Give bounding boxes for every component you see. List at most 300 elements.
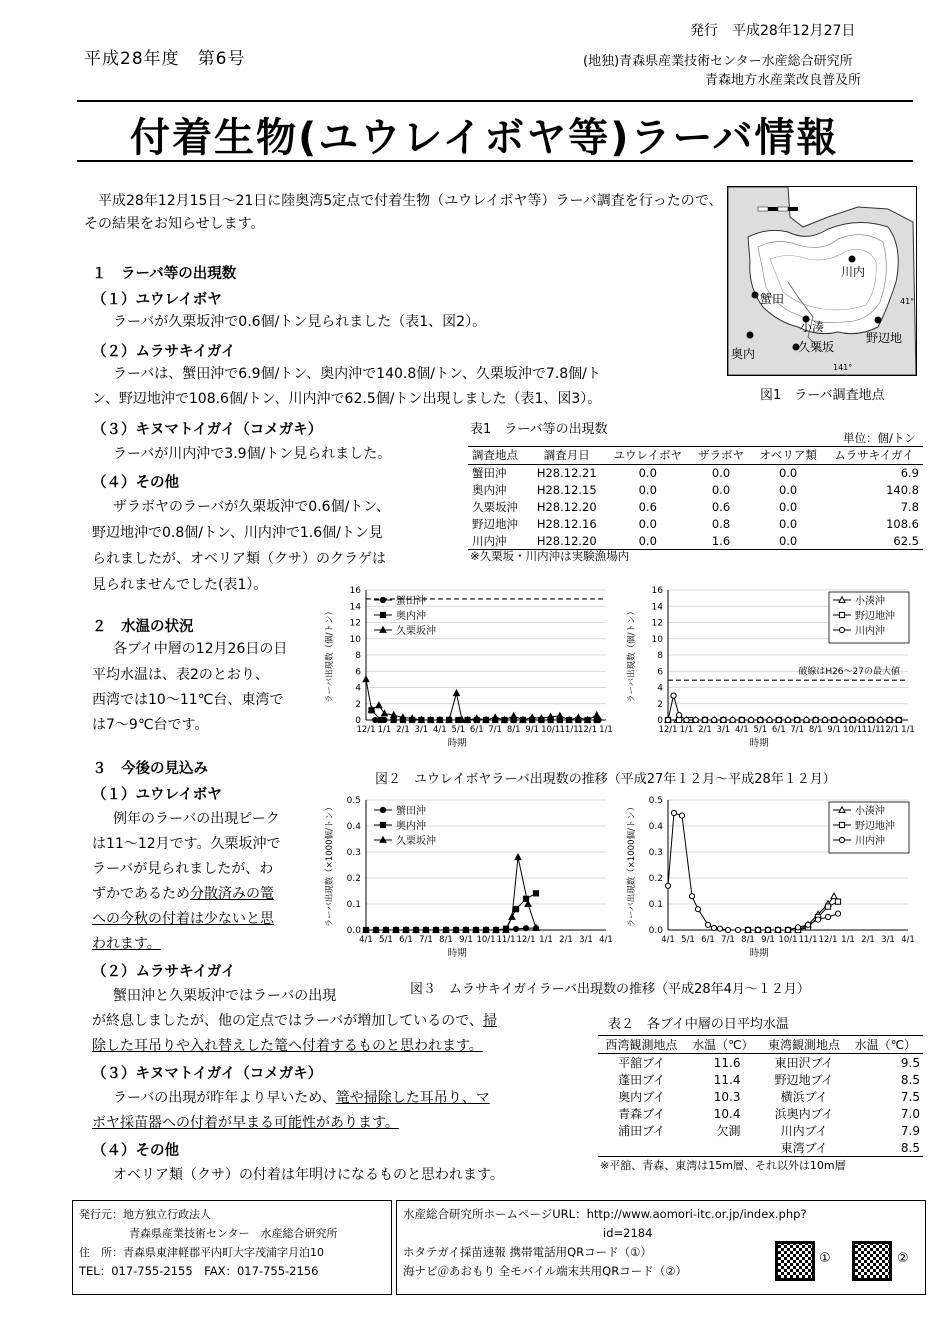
section3-sub1-line4 — [92, 883, 274, 906]
chart-point — [775, 927, 780, 932]
table2-cell: 青森ブイ — [618, 1107, 666, 1121]
table1-header: 調査月日 — [529, 447, 605, 464]
table1-cell: 7.8 — [900, 499, 919, 514]
x-tick-label: 12/1 — [818, 935, 838, 945]
chart-point — [378, 717, 383, 722]
section1-sub2-text-b: ン、野辺地沖で108.6個/トン、川内沖で62.5個/トン出現しました（表1、図3）。 — [92, 391, 602, 407]
x-tick-label: 3/1 — [716, 725, 731, 735]
chart-point — [557, 713, 563, 719]
chart-point — [721, 717, 726, 722]
table2-cell: 8.5 — [900, 1140, 920, 1155]
x-tick-label: 4/1 — [433, 725, 447, 735]
chart-point — [765, 927, 770, 932]
chart-point — [376, 702, 382, 708]
y-tick-label: 0 — [657, 716, 663, 726]
footer-address: 住 所：青森県東津軽郡平内町大字茂浦字月泊10 — [79, 1246, 324, 1259]
table1-cell: 0.0 — [778, 533, 798, 548]
chart-point — [705, 922, 710, 927]
table2-cell: 10.3 — [713, 1089, 741, 1104]
legend-label: 小湊沖 — [855, 596, 885, 607]
table1-row — [468, 481, 923, 498]
x-tick-label: 11/1 — [559, 725, 579, 735]
chart-point — [717, 926, 722, 931]
section3-sub2-line2b: 掃 — [483, 1013, 498, 1029]
chart-point — [523, 926, 528, 931]
table1-cell: 0.0 — [638, 482, 657, 497]
chart-point — [887, 717, 892, 722]
y-tick-label: 0.1 — [346, 900, 361, 910]
table1-caption: 表1 ラーバ等の出現数 — [470, 422, 608, 437]
map-label-kawauchi: 川内 — [841, 265, 866, 279]
y-tick-label: 0.0 — [648, 926, 663, 936]
x-tick-label: 4/1 — [661, 935, 675, 945]
table2-cell: 8.5 — [900, 1072, 920, 1087]
chart-point — [711, 925, 716, 930]
section3-sub2-title: （２）ムラサキイガイ — [92, 964, 236, 980]
fig3-caption: 図３ ムラサキイガイラーバ出現数の推移（平成28年4月～１２月） — [410, 982, 810, 997]
table2-cell — [598, 1139, 685, 1156]
table1-row — [468, 515, 923, 532]
title-rule-top — [77, 100, 913, 102]
x-tick-label: 8/1 — [439, 935, 453, 945]
section3-sub2-line1: 蟹田沖と久栗坂沖ではラーバの出現 — [113, 988, 337, 1004]
x-tick-label: 9/1 — [525, 725, 539, 735]
y-tick-label: 4 — [355, 683, 361, 694]
section3-sub2-line2a: が終息しましたが、他の定点ではラーバが増加しているので、 — [92, 1013, 484, 1029]
table2-header: 水温（℃） — [848, 1036, 923, 1054]
x-tick-label: 5/1 — [753, 725, 768, 735]
table1-cell: 野辺地沖 — [472, 516, 518, 531]
section3-sub4-text: オベリア類（クサ）の付着は年明けになるものと思われます。 — [113, 1167, 504, 1183]
table1-cell: 0.0 — [638, 533, 657, 548]
legend-label: 久栗坂沖 — [396, 836, 436, 847]
x-tick-label: 9/1 — [827, 725, 841, 735]
chart-point — [671, 693, 676, 698]
table1-cell: 1.6 — [711, 533, 731, 548]
x-tick-label: 2/1 — [559, 935, 573, 945]
x-tick-label: 7/1 — [419, 935, 433, 945]
survey-map — [727, 186, 917, 376]
x-tick-label: 1/1 — [599, 725, 613, 735]
section1-sub4-line4: 見られませんでした(表1）。 — [92, 577, 268, 593]
x-tick-label: 2/1 — [698, 725, 712, 735]
organization-2: 青森地方水産業改良普及所 — [705, 73, 862, 88]
chart-point — [859, 717, 864, 722]
chart-point — [850, 717, 855, 722]
section1-sub4-line1: ザラボヤのラーバが久栗坂沖で0.6個/トン、 — [113, 499, 391, 515]
table2-row — [598, 1139, 923, 1156]
x-tick-label: 12/1 — [577, 725, 598, 735]
legend-label: 川内沖 — [855, 626, 885, 637]
table2-note: ※平舘、青森、東湾は15m層、それ以外は10m層 — [600, 1159, 846, 1172]
table1-cell: H28.12.16 — [536, 516, 597, 531]
section3-sub1-line4b: 分散済みの篭 — [190, 886, 274, 902]
chart-point — [712, 717, 717, 722]
table2 — [598, 1035, 923, 1157]
map-label-okunai: 奥内 — [731, 347, 756, 361]
series-line — [366, 893, 536, 930]
section3-sub2-line3: 除した耳吊りや入れ替えした篭へ付着するものと思われます。 — [92, 1038, 483, 1054]
legend-label: 奥内沖 — [396, 611, 426, 622]
chart-point — [380, 822, 385, 827]
table1-cell: 奥内沖 — [472, 482, 507, 497]
y-tick-label: 8 — [657, 651, 663, 661]
x-tick-label: 12/1 — [658, 725, 678, 735]
x-tick-label: 5/1 — [379, 935, 393, 945]
publication-date: 発行 平成28年12月27日 — [690, 23, 856, 39]
section1-sub2-text-a: ラーバは、蟹田沖で6.9個/トン、奥内沖で140.8個/トン、久栗坂沖で7.8個/ト — [113, 366, 601, 382]
table1-cell: H28.12.20 — [536, 533, 597, 548]
chart-point — [515, 854, 521, 860]
table1-cell: 0.8 — [711, 516, 731, 531]
table2-cell: 蓬田ブイ — [618, 1073, 666, 1087]
table2-caption: 表２ 各ブイ中層の日平均水温 — [608, 1017, 789, 1032]
section1-heading: １ ラーバ等の出現数 — [92, 266, 237, 282]
table2-header: 東湾観測地点 — [760, 1036, 847, 1054]
x-axis-label: 時期 — [447, 738, 467, 749]
y-tick-label: 0.0 — [346, 926, 361, 936]
y-axis-label: ラーバ出現数（個/トン） — [627, 607, 637, 703]
table2-cell: 欠測 — [716, 1124, 741, 1138]
x-tick-label: 9/1 — [761, 935, 775, 945]
x-tick-label: 1/1 — [901, 725, 915, 735]
intro-text: 平成28年12月15日～21日に陸奥湾5定点で付着生物（ユウレイボヤ等）ラーバ調査を行ったので、その結果をお知らせします。 — [84, 193, 723, 232]
chart-point — [835, 899, 840, 904]
x-tick-label: 1/1 — [539, 935, 553, 945]
table1-cell: 0.6 — [711, 499, 731, 514]
chart-annotation: 破線はH26～27の最大値 — [798, 667, 900, 678]
chart-point — [839, 612, 844, 617]
chart-point — [511, 713, 517, 719]
x-tick-label: 11/1 — [798, 935, 818, 945]
y-tick-label: 10 — [349, 634, 361, 645]
legend-label: 蟹田沖 — [396, 596, 426, 607]
table1-cell: 0.0 — [778, 465, 798, 480]
section3-sub1-line3: ラーバが見られましたが、わ — [92, 861, 274, 877]
table2-row — [598, 1105, 923, 1122]
table2-cell: 東田沢ブイ — [774, 1056, 834, 1070]
table2-cell: 9.5 — [900, 1055, 920, 1070]
table1-cell: 0.0 — [638, 465, 657, 480]
table2-header: 西湾観測地点 — [598, 1036, 685, 1054]
section3-sub1-line1: 例年のラーバの出現ピーク — [113, 811, 280, 827]
chart-point — [533, 891, 538, 896]
table1-cell: H28.12.21 — [536, 465, 597, 480]
x-tick-label: 4/1 — [359, 935, 373, 945]
qr2-mark: ② — [897, 1251, 909, 1266]
section3-sub4-title: （４）その他 — [92, 1143, 179, 1159]
y-tick-label: 8 — [355, 651, 361, 661]
fig2-east-chart — [620, 582, 920, 766]
section2-line3: 西湾では10～11℃台、東湾で — [92, 692, 284, 708]
y-tick-label: 0 — [355, 716, 361, 726]
section3-sub1-line4a: ずかであるため — [92, 886, 190, 902]
footer-publisher-label: 発行元：地方独立行政法人 — [79, 1208, 211, 1221]
fig2-caption: 図２ ユウレイボヤラーバ出現数の推移（平成27年１２月～平成28年１２月） — [375, 772, 836, 787]
x-tick-label: 10/1 — [778, 935, 798, 945]
section3-sub3-line2: ボヤ採苗器への付着が早まる可能性があります。 — [92, 1115, 399, 1131]
section1-sub3-text: ラーバが川内沖で3.9個/トン見られました。 — [113, 446, 392, 462]
x-tick-label: 11/1 — [496, 935, 516, 945]
chart-point — [363, 676, 369, 682]
footer-qr2-text: 海ナビ＠あおもり 全モバイル端末共用QRコード（②） — [403, 1264, 688, 1278]
section3-heading: ３ 今後の見込み — [92, 761, 208, 777]
table2-cell: 平舘ブイ — [618, 1056, 666, 1070]
x-tick-label: 8/1 — [741, 935, 755, 945]
footer-qr1-text: ホタテガイ採苗速報 携帯電話用QRコード（①） — [403, 1245, 652, 1259]
table2-cell: 7.5 — [900, 1089, 920, 1104]
chart-point — [839, 837, 844, 842]
chart-point — [868, 717, 873, 722]
chart-point — [693, 717, 698, 722]
table1-grid — [468, 447, 923, 549]
y-tick-label: 4 — [657, 683, 663, 694]
section3-sub2-line2 — [92, 1010, 497, 1033]
table2-cell: 東湾ブイ — [780, 1141, 828, 1155]
fig2-west-svg — [318, 582, 618, 762]
qr-code-1[interactable] — [775, 1241, 815, 1281]
section1-sub4-line2: 野辺地沖で0.8個/トン、川内沖で1.6個/トン見 — [92, 525, 383, 541]
y-tick-label: 0.1 — [648, 900, 663, 910]
chart-point — [795, 717, 800, 722]
chart-point — [813, 717, 818, 722]
chart-point — [745, 927, 750, 932]
section3-sub1-line6: われます。 — [92, 936, 161, 952]
x-tick-label: 11/1 — [861, 725, 881, 735]
table1-header: 調査地点 — [468, 447, 529, 464]
fig3-west-chart — [318, 792, 618, 976]
legend-label: 野辺地沖 — [855, 611, 895, 622]
x-tick-label: 7/1 — [488, 725, 503, 735]
chart-point — [725, 927, 730, 932]
section2-line4: は7～9℃台です。 — [92, 717, 209, 733]
chart-point — [785, 927, 790, 932]
chart-point — [689, 894, 694, 899]
table2-cell: 11.6 — [713, 1055, 741, 1070]
x-tick-label: 9/1 — [459, 935, 473, 945]
table1-cell: 0.0 — [711, 482, 731, 497]
table1-cell: 108.6 — [886, 516, 919, 531]
map-label-noheji: 野辺地 — [866, 331, 903, 345]
table1 — [468, 446, 923, 550]
x-tick-label: 10/1 — [476, 935, 496, 945]
section2-heading: ２ 水温の状況 — [92, 619, 194, 635]
y-tick-label: 0.3 — [346, 848, 361, 858]
table1-cell: 川内沖 — [472, 533, 507, 548]
y-tick-label: 2 — [355, 699, 361, 710]
footer-links — [396, 1200, 926, 1295]
chart-point — [702, 717, 707, 722]
chart-point — [453, 690, 459, 696]
y-tick-label: 0.2 — [346, 874, 361, 884]
table2-cell: 川内ブイ — [780, 1124, 828, 1138]
chart-point — [825, 904, 830, 909]
table2-cell: 野辺地ブイ — [774, 1073, 834, 1087]
table1-cell: 0.0 — [778, 482, 798, 497]
table1-row — [468, 498, 923, 515]
organization-1: (地独)青森県産業技術センター水産総合研究所 — [583, 54, 853, 69]
x-tick-label: 1/1 — [377, 725, 392, 735]
section1-sub4-title: （４）その他 — [92, 475, 179, 491]
chart-point — [835, 911, 840, 916]
x-tick-label: 8/1 — [808, 725, 823, 735]
footer-homepage[interactable]: 水産総合研究所ホームページURL：http://www.aomori-itc.or.jp/index.php? — [403, 1207, 807, 1221]
table2-row — [598, 1071, 923, 1088]
table2-row — [598, 1054, 923, 1072]
chart-point — [841, 717, 846, 722]
chart-point — [755, 927, 760, 932]
y-axis-label: ラーバ出現数（×1000個/トン） — [627, 802, 637, 928]
x-tick-label: 12/1 — [879, 725, 900, 735]
chart-point — [684, 717, 689, 722]
map-label-kanita: 蟹田 — [760, 292, 785, 306]
table1-cell: 62.5 — [893, 533, 919, 548]
chart-point — [822, 717, 827, 722]
series-line — [748, 902, 838, 930]
y-tick-label: 0.3 — [648, 848, 663, 858]
x-tick-label: 12/1 — [356, 725, 376, 735]
x-tick-label: 5/1 — [451, 725, 466, 735]
section3-sub1-title: （１）ユウレイボヤ — [92, 787, 222, 803]
chart-point — [373, 717, 378, 722]
x-tick-label: 7/1 — [721, 935, 735, 945]
y-axis-label: ラーバ出現数（×1000個/トン） — [325, 802, 335, 928]
x-tick-label: 12/1 — [516, 935, 536, 945]
y-tick-label: 0.2 — [648, 874, 663, 884]
chart-point — [878, 717, 883, 722]
table2-header: 水温（℃） — [685, 1036, 760, 1054]
y-tick-label: 0.4 — [346, 822, 361, 832]
chart-point — [776, 717, 781, 722]
series-line — [668, 813, 838, 930]
section3-sub1-line2: は11～12月です。久栗坂沖で — [92, 836, 281, 852]
x-tick-label: 7/1 — [790, 725, 805, 735]
chart-point — [665, 883, 670, 888]
x-tick-label: 3/1 — [579, 935, 593, 945]
chart-point — [767, 717, 772, 722]
chart-point — [380, 612, 385, 617]
table2-cell: 奥内ブイ — [618, 1090, 666, 1104]
chart-point — [380, 807, 385, 812]
x-tick-label: 2/1 — [861, 935, 875, 945]
table1-row — [468, 532, 923, 549]
fig3-east-svg — [620, 792, 920, 972]
y-tick-label: 10 — [651, 634, 663, 645]
section2-line1: 各ブイ中層の12月26日の日 — [113, 641, 288, 657]
section3-sub3-line1a: ラーバの出現が昨年より早いため、 — [113, 1090, 336, 1106]
table2-cell: 浜奥内ブイ — [774, 1107, 834, 1121]
chart-point — [758, 717, 763, 722]
chart-point — [679, 813, 684, 818]
chart-point — [665, 717, 670, 722]
y-tick-label: 0.5 — [346, 796, 361, 806]
x-tick-label: 10/1 — [541, 725, 561, 735]
table1-header: ユウレイボヤ — [605, 447, 691, 464]
map-label-kominato: 小湊 — [800, 320, 825, 334]
x-axis-label: 時期 — [749, 948, 769, 959]
y-axis-label: ラーバ出現数（個/トン） — [325, 607, 335, 703]
section1-sub2-title: （２）ムラサキイガイ — [92, 344, 236, 360]
fig3-east-chart — [620, 792, 920, 976]
chart-point — [739, 717, 744, 722]
table1-note: ※久栗坂・川内沖は実験漁場内 — [470, 549, 630, 563]
section3-sub3-line1b: 篭や掃除した耳吊り、マ — [335, 1090, 490, 1106]
chart-point — [804, 717, 809, 722]
section1-sub1-title: （１）ユウレイボヤ — [92, 292, 222, 308]
table2-cell: 11.4 — [713, 1072, 741, 1087]
chart-point — [594, 717, 599, 722]
chart-point — [671, 810, 676, 815]
y-tick-label: 2 — [657, 699, 663, 710]
chart-point — [730, 717, 735, 722]
chart-point — [735, 927, 740, 932]
map-caption: 図1 ラーバ調査地点 — [760, 388, 885, 403]
map-label-kugurizaka: 久栗坂 — [798, 340, 835, 354]
y-tick-label: 16 — [349, 586, 361, 596]
x-tick-label: 3/1 — [881, 935, 895, 945]
x-tick-label: 3/1 — [414, 725, 429, 735]
chart-point — [785, 717, 790, 722]
section1-sub4-line3: られましたが、オベリア類（クサ）のクラゲは — [92, 551, 386, 567]
chart-point — [695, 907, 700, 912]
y-tick-label: 6 — [657, 667, 663, 678]
table1-cell: 0.6 — [638, 499, 657, 514]
map-latitude: 41° — [900, 297, 915, 306]
map-longitude: 141° — [833, 363, 853, 372]
chart-point — [839, 822, 844, 827]
chart-point — [795, 925, 800, 930]
x-tick-label: 1/1 — [841, 935, 855, 945]
table1-cell: H28.12.20 — [536, 499, 597, 514]
y-tick-label: 0.4 — [648, 822, 663, 832]
section1-sub3-title: （３）キヌマトイガイ（コメガキ） — [92, 422, 323, 438]
table2-cell: 10.4 — [713, 1106, 741, 1121]
y-tick-label: 12 — [651, 618, 663, 629]
x-axis-label: 時期 — [447, 948, 467, 959]
x-tick-label: 5/1 — [681, 935, 695, 945]
chart-point — [896, 717, 901, 722]
title-rule-bottom — [77, 160, 913, 162]
chart-point — [825, 914, 830, 919]
table2-cell — [685, 1139, 760, 1156]
footer-phone: TEL：017-755-2155 FAX：017-755-2156 — [79, 1264, 319, 1278]
table2-cell: 浦田ブイ — [618, 1124, 666, 1138]
table1-cell: 0.0 — [778, 516, 798, 531]
qr-code-2[interactable] — [852, 1241, 892, 1281]
x-tick-label: 8/1 — [506, 725, 521, 735]
y-tick-label: 16 — [651, 586, 663, 596]
footer-homepage-id[interactable]: id=2184 — [603, 1226, 653, 1240]
table1-cell: 久栗坂沖 — [472, 499, 518, 514]
y-tick-label: 6 — [355, 667, 361, 678]
chart-point — [815, 917, 820, 922]
table1-cell: 蟹田沖 — [472, 465, 507, 480]
table1-row — [468, 464, 923, 481]
x-tick-label: 10/1 — [843, 725, 863, 735]
series-line — [366, 679, 597, 720]
table2-row — [598, 1088, 923, 1105]
table2-grid — [598, 1036, 923, 1156]
x-tick-label: 6/1 — [399, 935, 413, 945]
section3-sub1-line5: への今秋の付着は少ないと思 — [92, 911, 274, 927]
legend-label: 野辺地沖 — [855, 821, 895, 832]
footer-publisher — [72, 1200, 392, 1295]
y-tick-label: 0.5 — [648, 796, 663, 806]
table1-cell: H28.12.15 — [536, 482, 597, 497]
legend-label: 蟹田沖 — [396, 806, 426, 817]
x-tick-label: 6/1 — [469, 725, 484, 735]
table2-cell: 7.0 — [900, 1106, 920, 1121]
